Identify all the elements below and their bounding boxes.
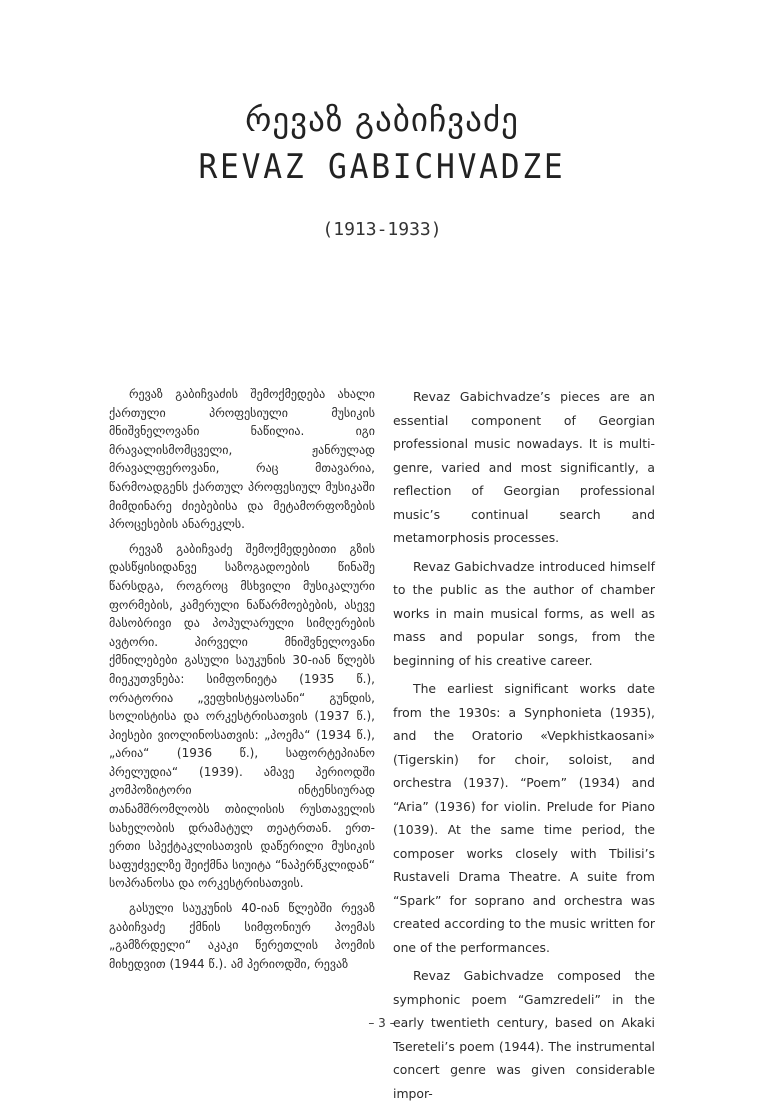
page-number: – 3 –	[368, 1016, 396, 1030]
paragraph-en: The earliest significant works date from the 1930s: a Synphonieta (1935), and the Oratorio «Vepkhistkaosani» (Tigerskin) for choir, soloist, and orchestra (1937). “Poem” (1934) and “Aria” (1936) for violin. Prelude for Piano (1039). At the same time period, the composer works closely with Tbilisi’s Rustaveli Drama Theatre. A suite from “Spark” for soprano and orchestra was created according to the music written for one of the performances.	[393, 681, 655, 955]
title-georgian: რევაზ გაბიჩვაძე	[245, 100, 519, 139]
english-text-column	[393, 385, 655, 1110]
paragraph-ka: გასული საუკუნის 40-იან წლებში რევაზ გაბიჩვაძე ქმნის სიმფონიურ პოემას „გამზრდელი“ აკაკი წერეთლის პოემის მიხედვით (1944 წ.). ამ პერიოდში, რევაზ	[109, 901, 375, 971]
georgian-text-column	[109, 385, 375, 979]
paragraph-ka: რევაზ გაბიჩვაძის შემოქმედება ახალი ქართული პროფესიული მუსიკის მნიშვნელოვანი ნაწილია. იგი მრავალისმომცველი, ჟანრულად მრავალფეროვანი, რაც მთავარია, წარმოადგენს ქართულ პროფესიულ მუსიკაში მიმდინარე ძიებებისა და მეტამორფოზების პროცესების ანარეკლს.	[109, 387, 375, 532]
title-english: REVAZ GABICHVADZE	[198, 147, 566, 187]
paragraph-en: Revaz Gabichvadze composed the symphonic poem “Gamzredeli” in the early twentieth century, based on Akaki Tsereteli’s poem (1944). The instrumental concert genre was given considerable impor-	[393, 968, 655, 1101]
paragraph-ka: რევაზ გაბიჩვაძე შემოქმედებითი გზის დასწყისიდანვე საზოგადოების წინაშე წარსდგა, როგროც მსხვილი მუსიკალური ფორმების, კამერული ნაწარმოებების, ასევე მასობრივი და პოპულარული სიმღერების ავტორი. პირველი მნიშვნელოვანი ქმნილებები გასული საუკუნის 30-იან წლებს მიეკუთვნება: სიმფონიეტა (1935 წ.), ორატორია „ვეფხისტყაოსანი“ გუნდის, სოლისტისა და ორკესტრისათვის (1937 წ.), პიესები ვიოლინოსათვის: „პოემა“ (1934 წ.), „არია“ (1936 წ.), საფორტეპიანო პრელუდია“ (1939). ამავე პერიოდში კომპოზიტორი ინტენსიურად თანამშრომლობს თბილისის რუსთაველის სახელობის დრამატულ თეატრთან. ერთ-ერთი სპექტაკლისათვის დაწერილი მუსიკის საფუძველზე შეიქმნა სიუიტა “ნაპერწკლიდან“ სოპრანოსა და ორკესტრისათვის.	[109, 541, 375, 891]
life-dates: (1913-1933)	[322, 219, 442, 240]
paragraph-en: Revaz Gabichvadze introduced himself to the public as the author of chamber works in main musical forms, as well as mass and popular songs, from the beginning of his creative career.	[393, 558, 655, 668]
paragraph-en: Revaz Gabichvadze’s pieces are an essential component of Georgian professional music nowadays. It is multi-genre, varied and most significantly, a reflection of Georgian professional music’s continual search and metamorphosis processes.	[393, 389, 655, 545]
